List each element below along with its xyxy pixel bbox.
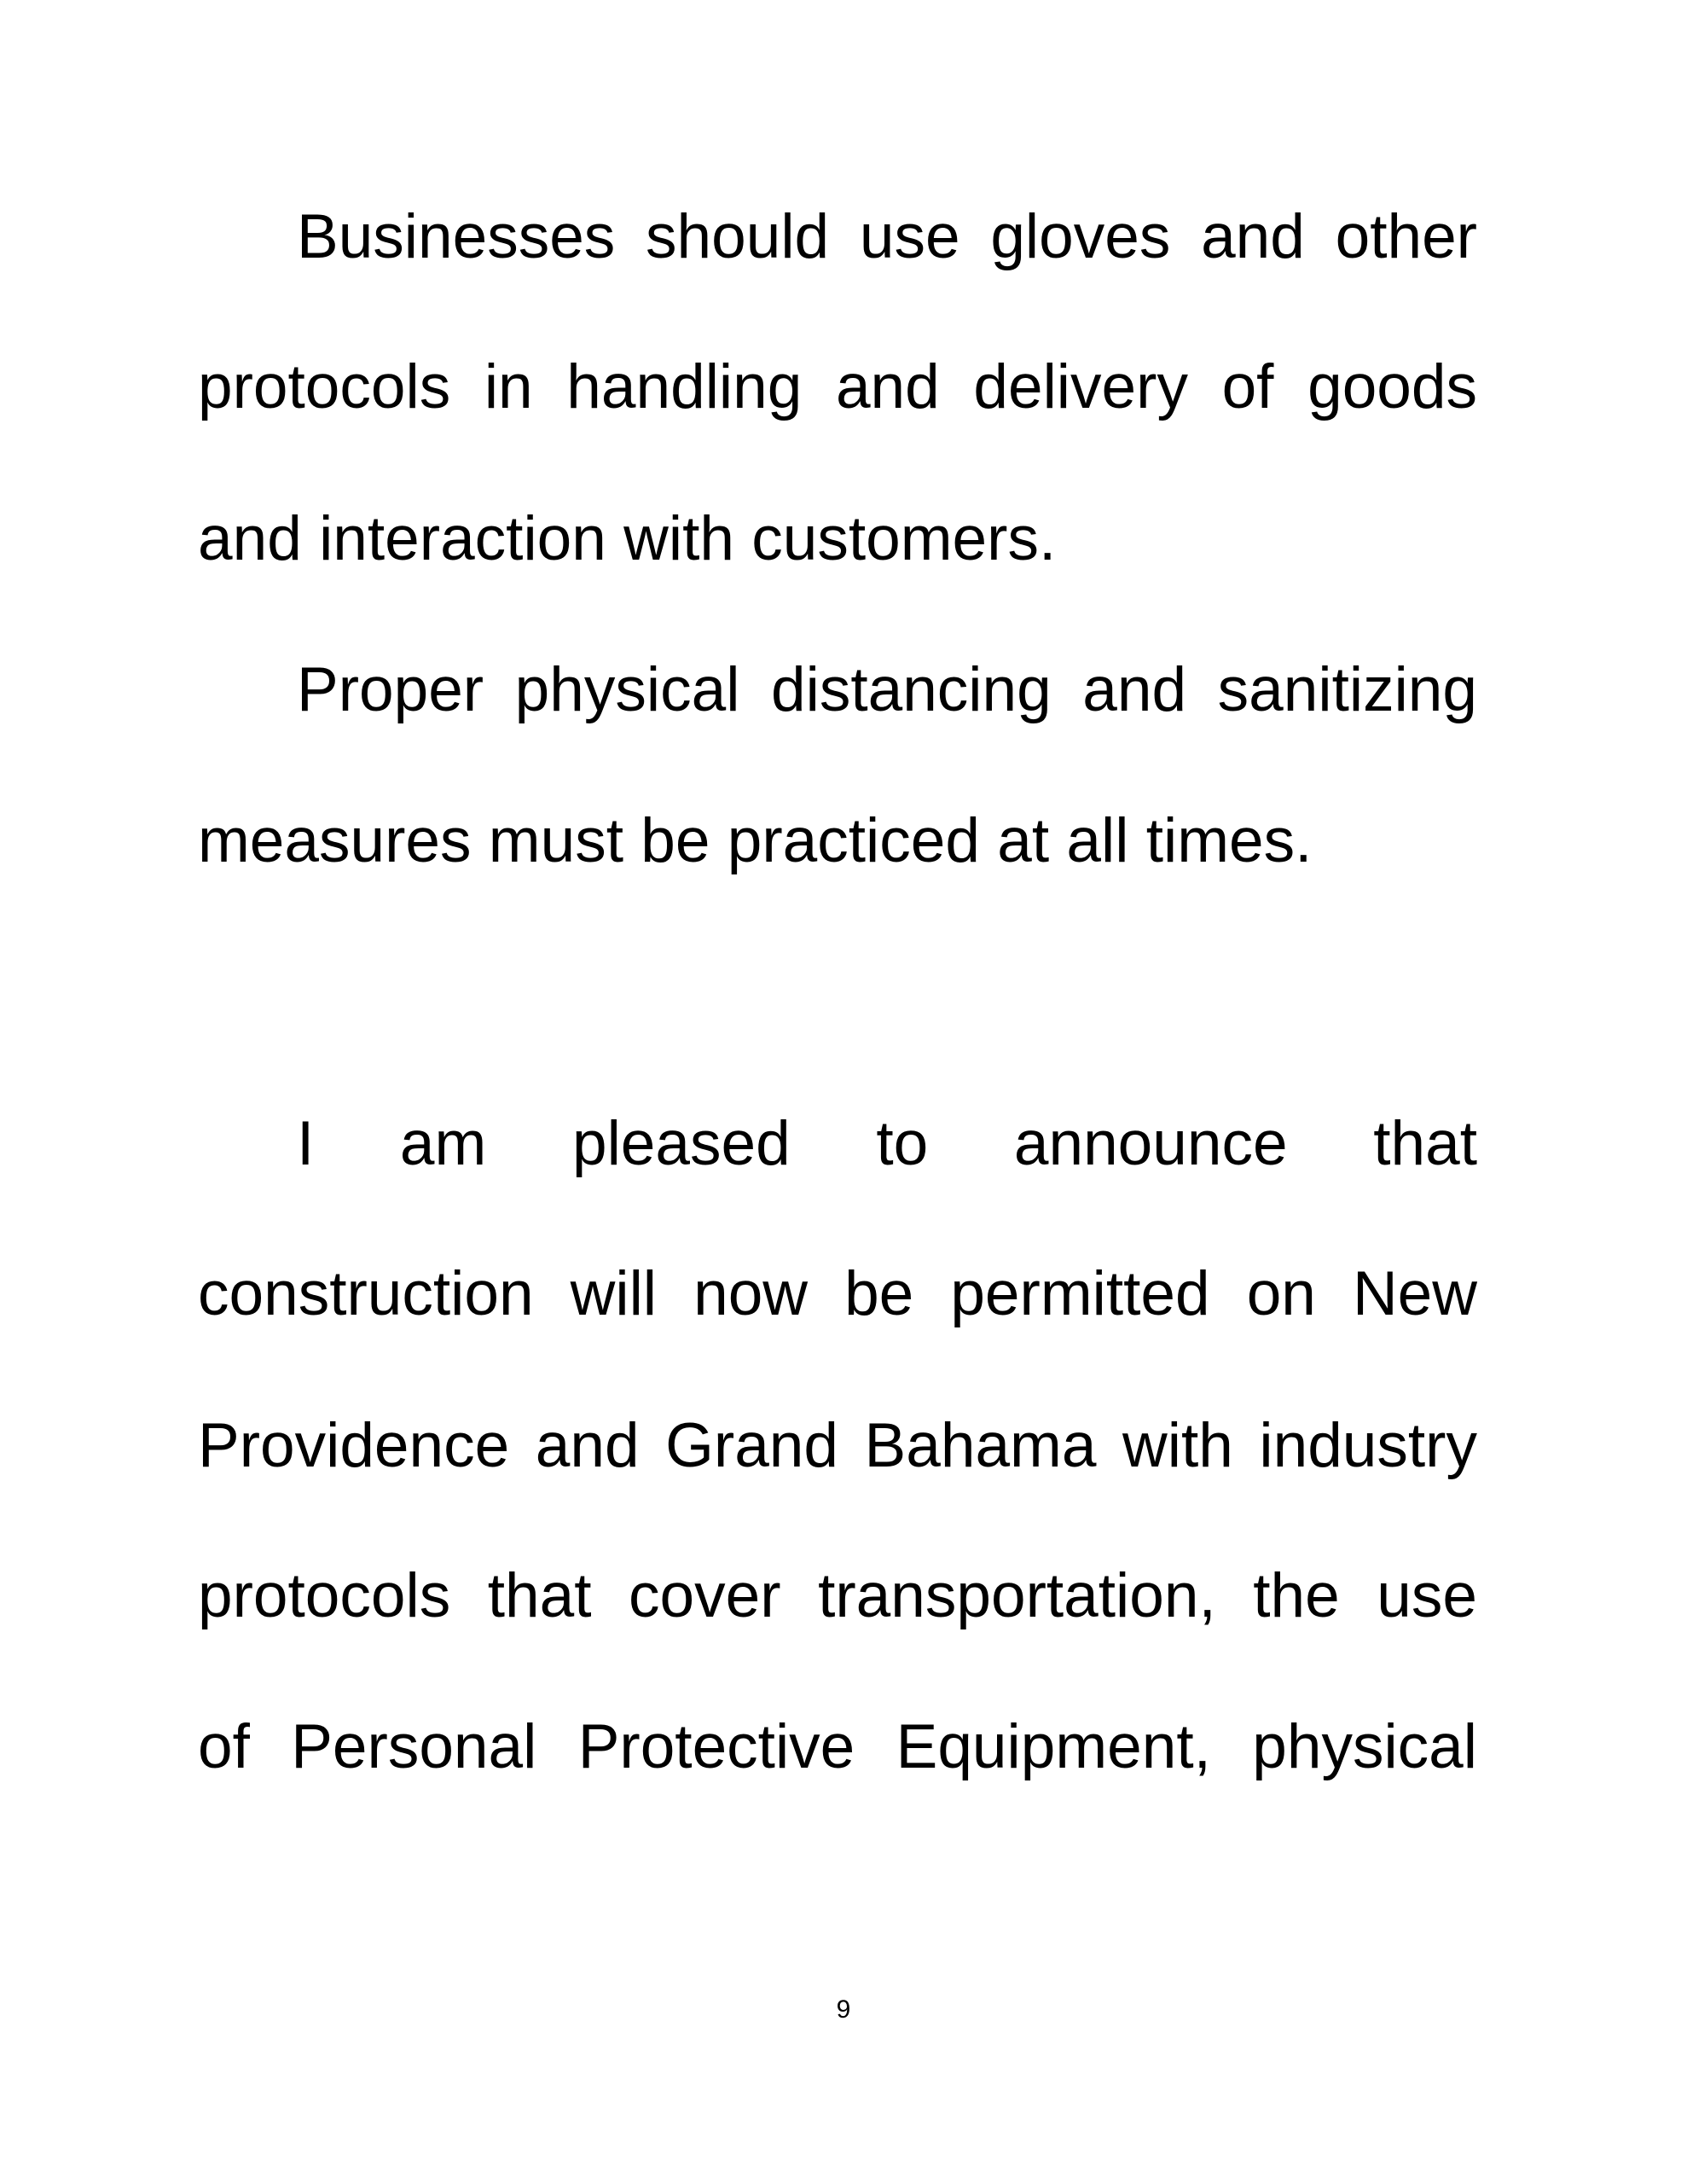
paragraph-1-line-1: Businesses should use gloves and other [297,202,1477,271]
paragraph-3-line-4: protocols that cover transportation, the use [198,1561,1477,1630]
paragraph-2-line-1: Proper physical distancing and sanitizing [297,655,1477,724]
paragraph-3-line-3: Providence and Grand Bahama with industry [198,1411,1477,1480]
paragraph-2-line-2: measures must be practiced at all times. [198,806,1313,875]
paragraph-1-line-2: protocols in handling and delivery of goods [198,352,1477,421]
page-number: 9 [836,1995,851,2024]
paragraph-3-line-5: of Personal Protective Equipment, physical [198,1712,1477,1781]
paragraph-1-line-3: and interaction with customers. [198,504,1057,573]
paragraph-3-line-2: construction will now be permitted on New [198,1259,1477,1328]
paragraph-3-line-1: I am pleased to announce that [297,1109,1477,1178]
